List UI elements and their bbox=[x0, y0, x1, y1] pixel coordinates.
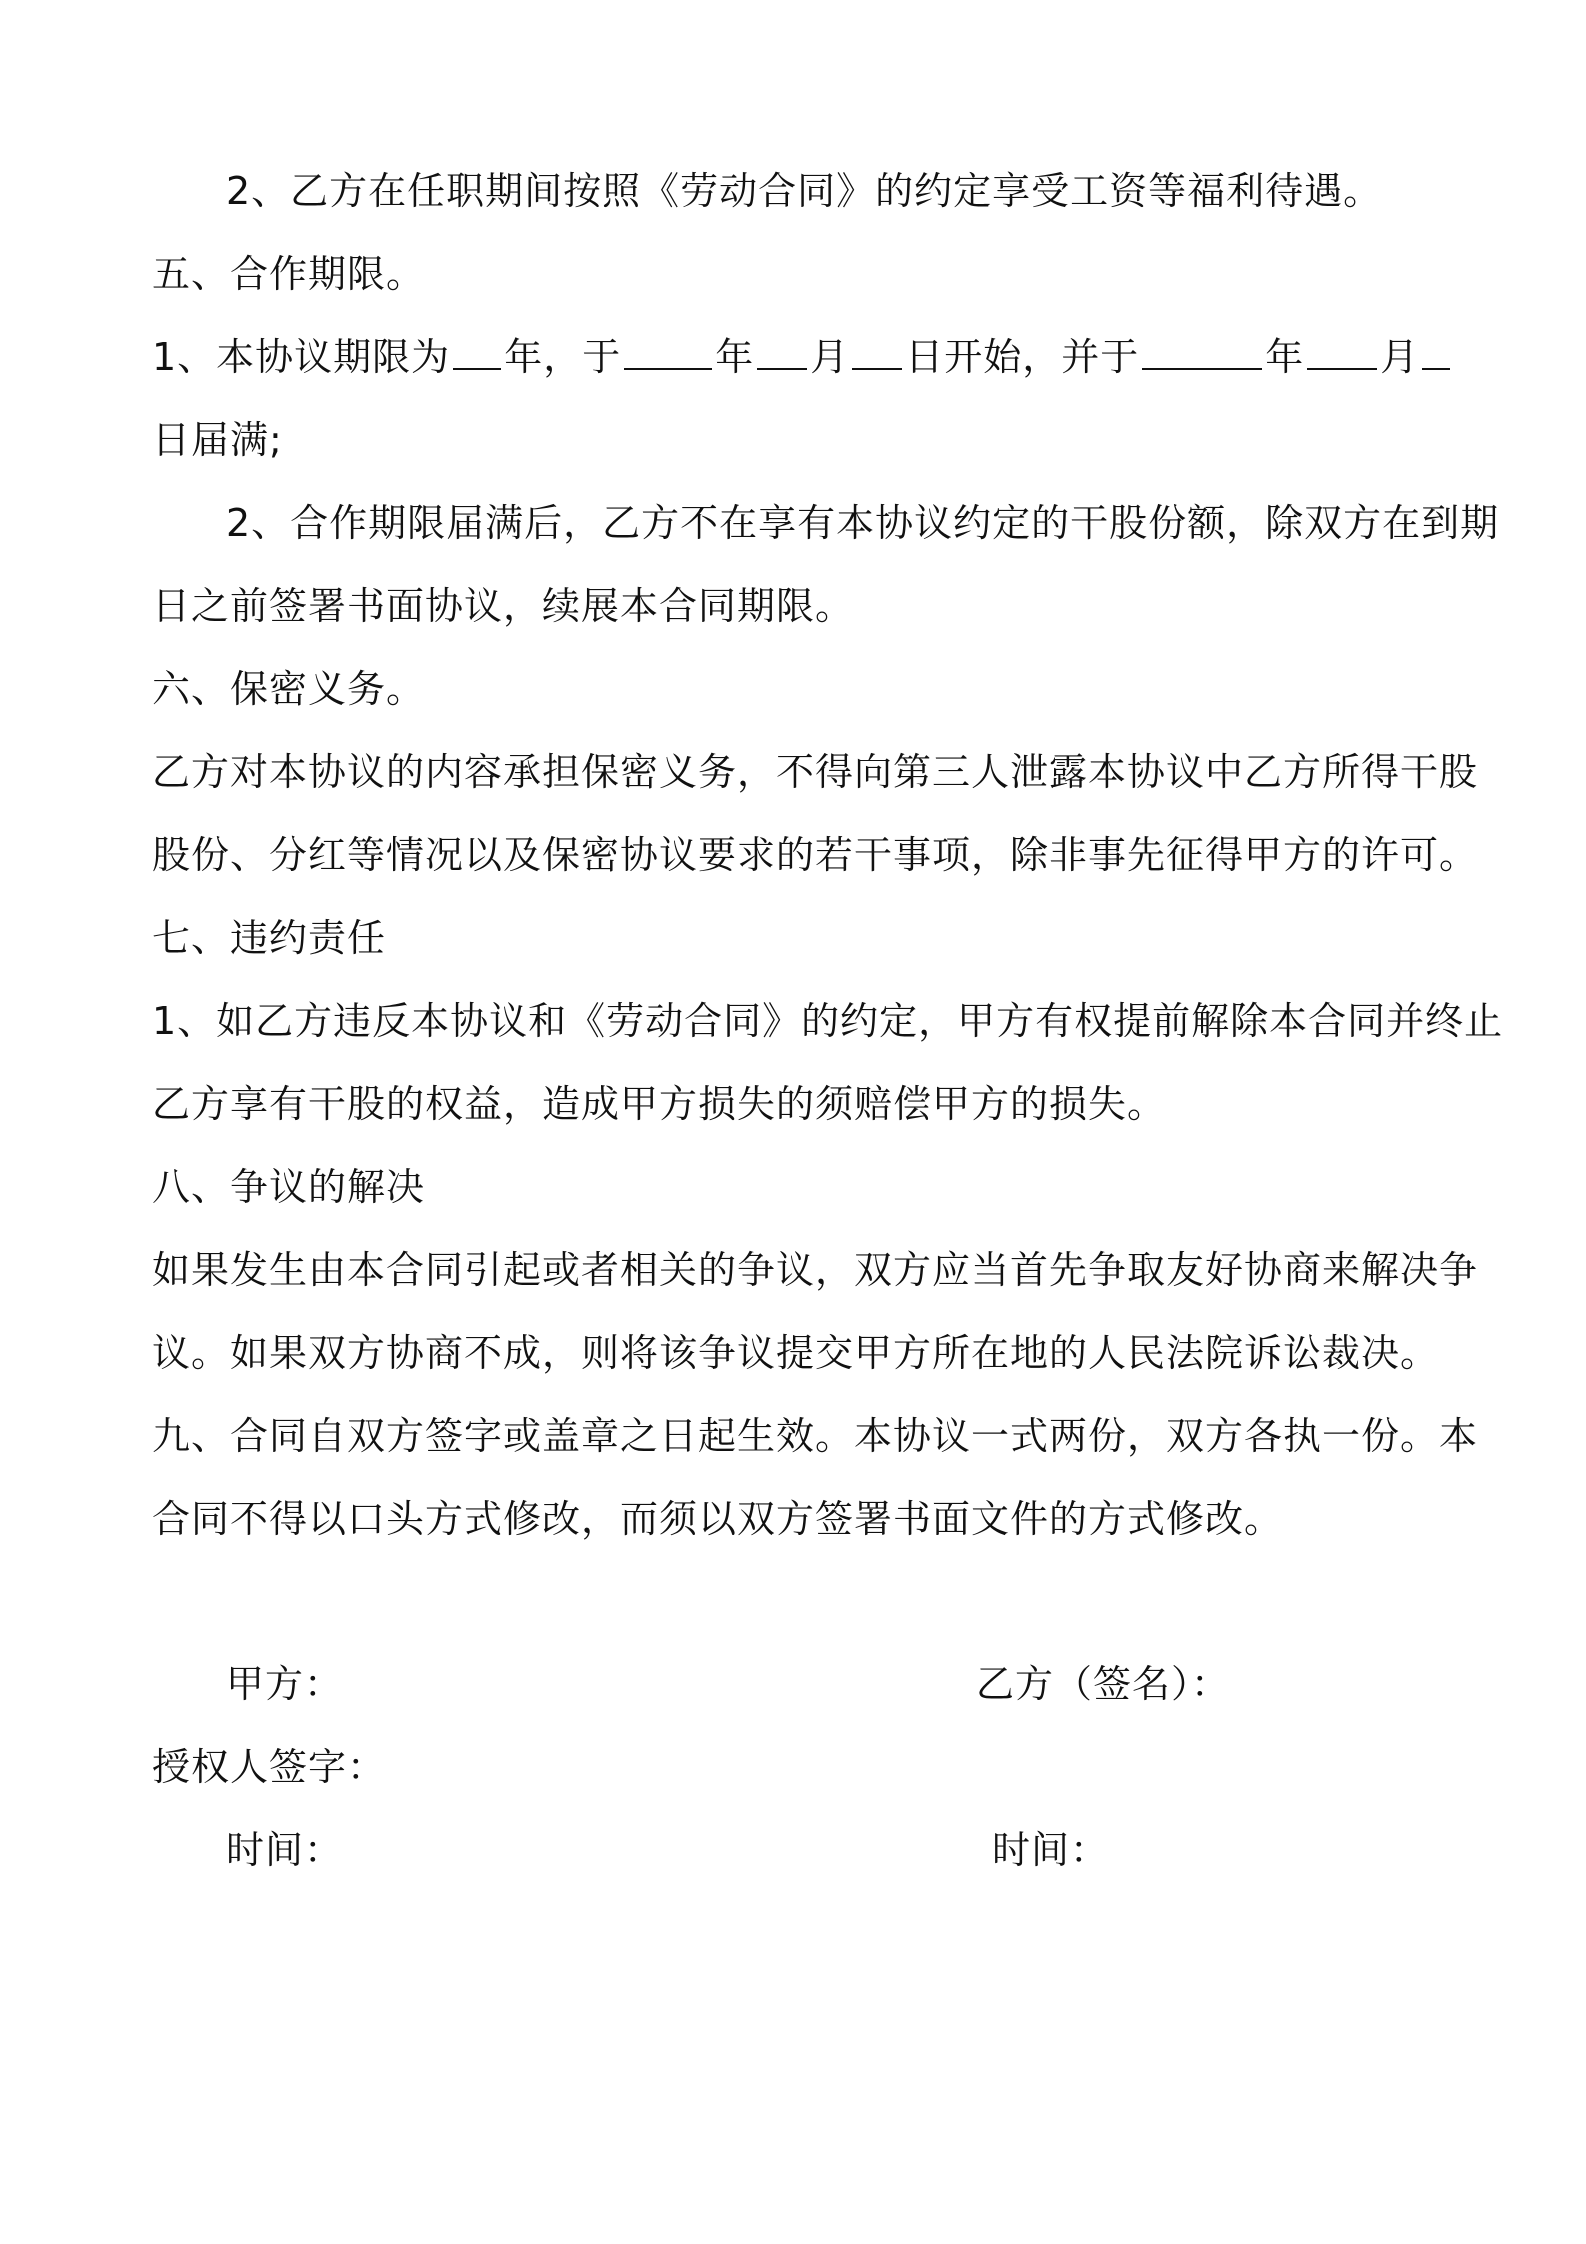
term-text-5: 日开始，并于 bbox=[905, 335, 1140, 379]
clause-8-line-2: 议。如果双方协商不成，则将该争议提交甲方所在地的人民法院诉讼裁决。 bbox=[152, 1331, 1440, 1375]
clause-5-2: 2、合作期限届满后，乙方不在享有本协议约定的干股份额，除双方在到期 bbox=[226, 501, 1500, 545]
party-a-label: 甲方： bbox=[226, 1662, 344, 1706]
term-text-3: 年 bbox=[715, 335, 755, 379]
term-line-end: 日届满; bbox=[152, 418, 283, 462]
blank-end-month bbox=[1307, 338, 1377, 370]
blank-end-day bbox=[1422, 338, 1450, 370]
clause-6-line-1: 乙方对本协议的内容承担保密义务，不得向第三人泄露本协议中乙方所得干股 bbox=[152, 750, 1479, 794]
section-9-line-1: 九、合同自双方签字或盖章之日起生效。本协议一式两份，双方各执一份。本 bbox=[152, 1414, 1479, 1458]
section-5-heading: 五、合作期限。 bbox=[152, 252, 426, 296]
clause-6-line-2: 股份、分红等情况以及保密协议要求的若干事项，除非事先征得甲方的许可。 bbox=[152, 833, 1479, 877]
blank-start-month bbox=[757, 338, 807, 370]
blank-years bbox=[453, 338, 501, 370]
term-text-1: 1、本协议期限为 bbox=[152, 335, 451, 379]
blank-start-year bbox=[624, 338, 712, 370]
term-text-6: 年 bbox=[1265, 335, 1305, 379]
authorized-signature-label: 授权人签字： bbox=[152, 1745, 387, 1789]
section-6-heading: 六、保密义务。 bbox=[152, 667, 426, 711]
party-b-time-label: 时间： bbox=[992, 1828, 1110, 1872]
term-text-4: 月 bbox=[810, 335, 850, 379]
clause-7-line-1: 1、如乙方违反本协议和《劳动合同》的约定，甲方有权提前解除本合同并终止 bbox=[152, 999, 1504, 1043]
clause-4-2: 2、乙方在任职期间按照《劳动合同》的约定享受工资等福利待遇。 bbox=[226, 169, 1383, 213]
section-8-heading: 八、争议的解决 bbox=[152, 1165, 426, 1209]
clause-8-line-1: 如果发生由本合同引起或者相关的争议，双方应当首先争取友好协商来解决争 bbox=[152, 1248, 1479, 1292]
party-a-time-label: 时间： bbox=[226, 1828, 344, 1872]
term-line bbox=[152, 335, 1453, 379]
blank-start-day bbox=[852, 338, 902, 370]
clause-5-2-cont: 日之前签署书面协议，续展本合同期限。 bbox=[152, 584, 855, 628]
party-b-label: 乙方（签名）： bbox=[976, 1662, 1231, 1706]
section-7-heading: 七、违约责任 bbox=[152, 916, 387, 960]
term-text-7: 月 bbox=[1380, 335, 1420, 379]
section-9-line-2: 合同不得以口头方式修改，而须以双方签署书面文件的方式修改。 bbox=[152, 1497, 1284, 1541]
term-text-2: 年，于 bbox=[504, 335, 622, 379]
clause-7-line-2: 乙方享有干股的权益，造成甲方损失的须赔偿甲方的损失。 bbox=[152, 1082, 1167, 1126]
blank-end-year bbox=[1142, 338, 1262, 370]
